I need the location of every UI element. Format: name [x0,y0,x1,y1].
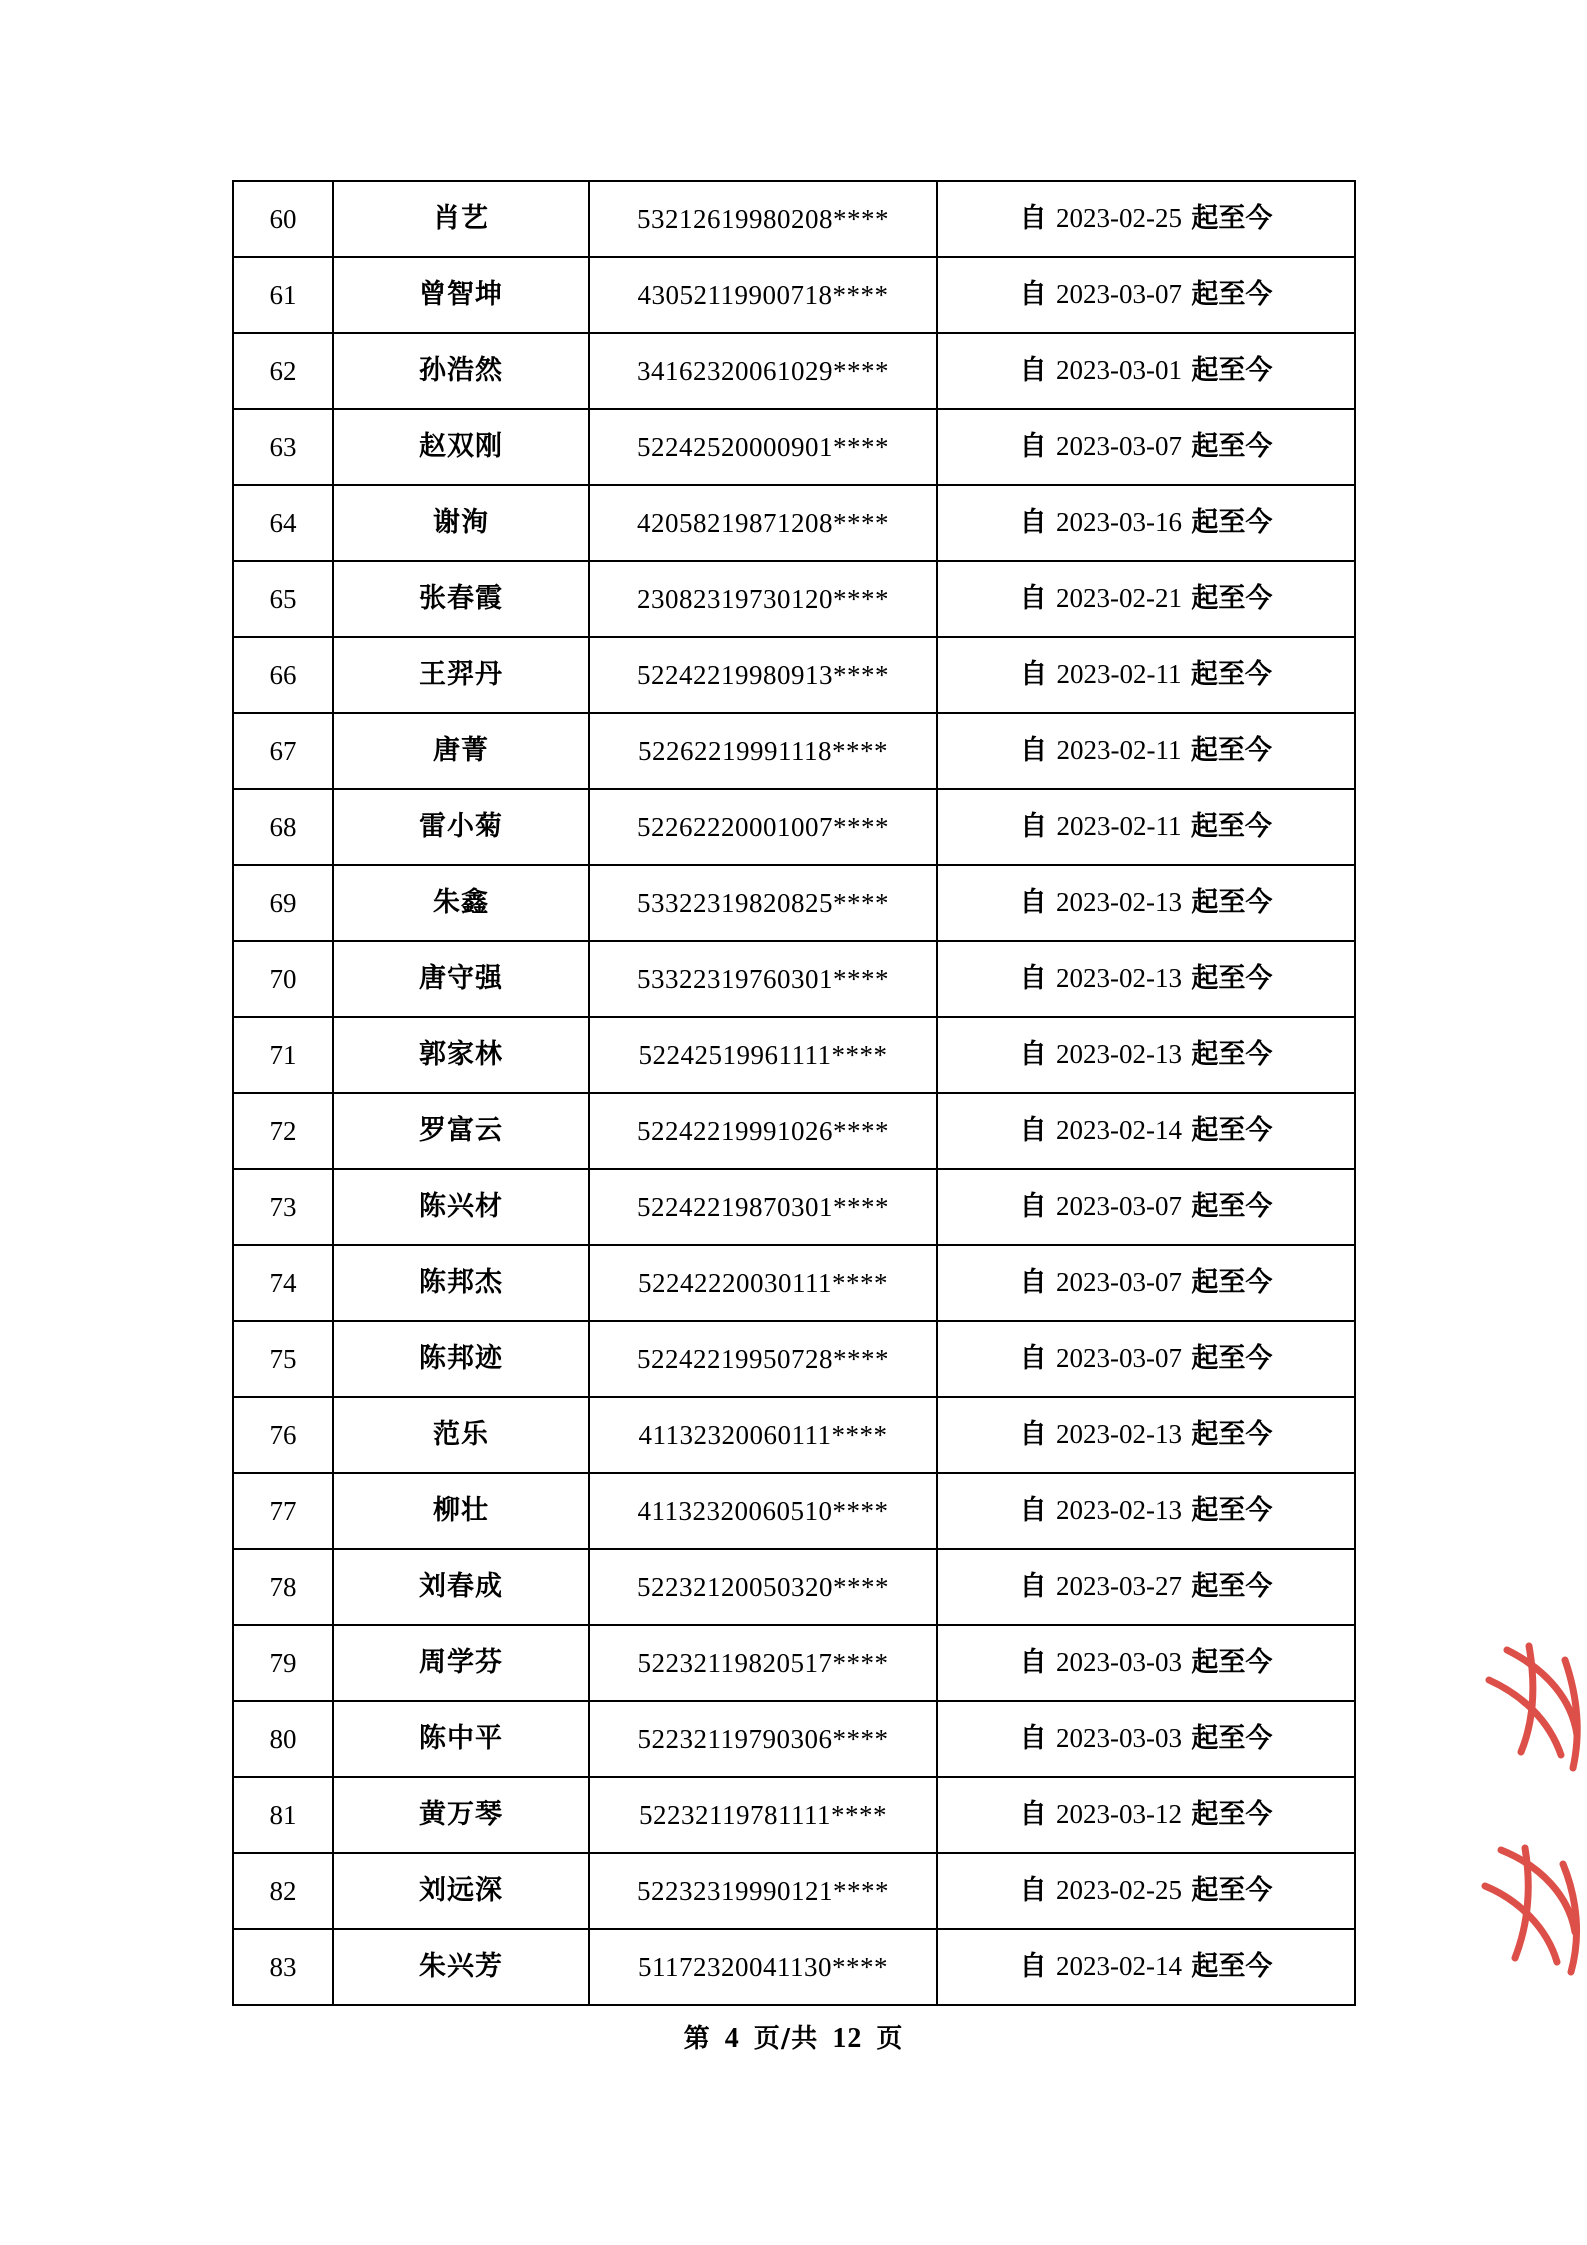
date-prefix: 自 [1019,355,1047,387]
cell-index: 83 [233,1929,333,2005]
table-row [233,257,1355,333]
table-row [233,789,1355,865]
date-prefix: 自 [1019,1419,1047,1451]
cell-id-number: 52242219870301**** [589,1169,937,1245]
cell-id-number: 52232119820517**** [589,1625,937,1701]
table-row [233,409,1355,485]
footer-current-page: 4 [724,2023,740,2054]
cell-id-number: 52232119781111**** [589,1777,937,1853]
cell-name: 陈邦杰 [333,1245,589,1321]
date-value: 2023-02-13 [1056,1495,1182,1526]
date-prefix: 自 [1019,887,1047,919]
date-prefix: 自 [1019,279,1047,311]
date-value: 2023-02-13 [1056,963,1182,994]
cell-date-range [937,1093,1355,1169]
cell-name: 朱鑫 [333,865,589,941]
cell-date-range [937,181,1355,257]
page-footer [0,2018,1587,2055]
cell-name: 张春霞 [333,561,589,637]
cell-name: 范乐 [333,1397,589,1473]
cell-date-range [937,1321,1355,1397]
table-row [233,1321,1355,1397]
date-suffix: 起至今 [1191,1267,1273,1299]
date-suffix: 起至今 [1191,1647,1273,1679]
cell-date-range [937,1549,1355,1625]
records-table-body [233,181,1355,2005]
date-suffix: 起至今 [1191,1495,1273,1527]
cell-date-range [937,1929,1355,2005]
cell-name: 孙浩然 [333,333,589,409]
cell-name: 王羿丹 [333,637,589,713]
cell-name: 郭家林 [333,1017,589,1093]
cell-name: 赵双刚 [333,409,589,485]
cell-index: 61 [233,257,333,333]
table-row [233,1397,1355,1473]
cell-name: 曾智坤 [333,257,589,333]
date-prefix: 自 [1019,1875,1047,1907]
cell-id-number: 41132320060510**** [589,1473,937,1549]
cell-name: 唐守强 [333,941,589,1017]
cell-date-range [937,1245,1355,1321]
cell-index: 65 [233,561,333,637]
footer-label-page: 第 [683,2024,711,2054]
cell-date-range [937,713,1355,789]
table-row [233,1473,1355,1549]
cell-date-range [937,865,1355,941]
cell-id-number: 52262219991118**** [589,713,937,789]
date-value: 2023-03-07 [1056,1267,1182,1298]
cell-name: 周学芬 [333,1625,589,1701]
date-value: 2023-03-03 [1056,1647,1182,1678]
cell-name: 朱兴芳 [333,1929,589,2005]
cell-id-number: 52242519961111**** [589,1017,937,1093]
date-prefix: 自 [1019,1267,1047,1299]
cell-date-range [937,333,1355,409]
cell-date-range [937,1397,1355,1473]
date-suffix: 起至今 [1191,507,1273,539]
date-value: 2023-03-07 [1056,1343,1182,1374]
cell-index: 66 [233,637,333,713]
cell-date-range [937,789,1355,865]
date-prefix: 自 [1019,583,1047,615]
cell-index: 80 [233,1701,333,1777]
cell-name: 刘春成 [333,1549,589,1625]
date-suffix: 起至今 [1191,963,1273,995]
date-value: 2023-03-16 [1056,507,1182,538]
table-row [233,1017,1355,1093]
date-suffix: 起至今 [1191,1799,1273,1831]
cell-id-number: 43052119900718**** [589,257,937,333]
cell-date-range [937,1625,1355,1701]
date-suffix: 起至今 [1191,1723,1273,1755]
cell-index: 64 [233,485,333,561]
cell-date-range [937,1017,1355,1093]
date-suffix: 起至今 [1191,1115,1273,1147]
date-value: 2023-02-13 [1056,887,1182,918]
cell-index: 78 [233,1549,333,1625]
cell-name: 陈兴材 [333,1169,589,1245]
cell-name: 罗富云 [333,1093,589,1169]
footer-label-unit: 页 [876,2024,904,2054]
cell-name: 雷小菊 [333,789,589,865]
cell-name: 陈邦迹 [333,1321,589,1397]
table-row [233,181,1355,257]
date-prefix: 自 [1020,811,1048,843]
table-row [233,713,1355,789]
date-prefix: 自 [1019,1343,1047,1375]
date-value: 2023-02-11 [1056,735,1182,766]
cell-index: 68 [233,789,333,865]
cell-date-range [937,1777,1355,1853]
cell-index: 77 [233,1473,333,1549]
date-prefix: 自 [1019,1191,1047,1223]
date-prefix: 自 [1019,1799,1047,1831]
cell-index: 62 [233,333,333,409]
date-suffix: 起至今 [1191,887,1273,919]
date-suffix: 起至今 [1191,1875,1273,1907]
cell-date-range [937,1701,1355,1777]
cell-name: 柳壮 [333,1473,589,1549]
cell-id-number: 52242219950728**** [589,1321,937,1397]
date-suffix: 起至今 [1191,1571,1273,1603]
date-suffix: 起至今 [1191,1951,1273,1983]
footer-total-pages: 12 [832,2023,863,2054]
cell-index: 67 [233,713,333,789]
date-value: 2023-03-07 [1056,279,1182,310]
cell-index: 73 [233,1169,333,1245]
date-suffix: 起至今 [1191,1343,1273,1375]
date-value: 2023-02-11 [1056,659,1182,690]
cell-name: 唐菁 [333,713,589,789]
table-row [233,1245,1355,1321]
date-value: 2023-03-01 [1056,355,1182,386]
cell-date-range [937,257,1355,333]
cell-name: 谢洵 [333,485,589,561]
cell-date-range [937,485,1355,561]
cell-id-number: 52242220030111**** [589,1245,937,1321]
table-row [233,1169,1355,1245]
date-value: 2023-02-13 [1056,1419,1182,1450]
cell-id-number: 52262220001007**** [589,789,937,865]
cell-id-number: 53322319760301**** [589,941,937,1017]
date-value: 2023-03-03 [1056,1723,1182,1754]
date-value: 2023-02-11 [1056,811,1182,842]
date-prefix: 自 [1020,659,1048,691]
cell-name: 陈中平 [333,1701,589,1777]
date-prefix: 自 [1019,1039,1047,1071]
date-value: 2023-03-27 [1056,1571,1182,1602]
cell-index: 75 [233,1321,333,1397]
cell-id-number: 52232119790306**** [589,1701,937,1777]
cell-name: 肖艺 [333,181,589,257]
cell-date-range [937,409,1355,485]
cell-name: 刘远深 [333,1853,589,1929]
date-value: 2023-03-07 [1056,1191,1182,1222]
cell-index: 71 [233,1017,333,1093]
date-prefix: 自 [1019,431,1047,463]
cell-id-number: 53322319820825**** [589,865,937,941]
cell-index: 72 [233,1093,333,1169]
cell-id-number: 51172320041130**** [589,1929,937,2005]
cell-id-number: 23082319730120**** [589,561,937,637]
date-value: 2023-02-14 [1056,1115,1182,1146]
cell-id-number: 42058219871208**** [589,485,937,561]
date-suffix: 起至今 [1191,583,1273,615]
table-row [233,941,1355,1017]
cell-index: 63 [233,409,333,485]
date-prefix: 自 [1019,507,1047,539]
date-suffix: 起至今 [1190,811,1272,843]
cell-id-number: 52242520000901**** [589,409,937,485]
cell-id-number: 53212619980208**** [589,181,937,257]
cell-index: 82 [233,1853,333,1929]
table-row [233,637,1355,713]
cell-index: 69 [233,865,333,941]
date-suffix: 起至今 [1190,735,1272,767]
cell-index: 70 [233,941,333,1017]
date-prefix: 自 [1019,1647,1047,1679]
date-suffix: 起至今 [1191,279,1273,311]
cell-date-range [937,1169,1355,1245]
table-row [233,1853,1355,1929]
date-prefix: 自 [1019,1495,1047,1527]
date-suffix: 起至今 [1191,431,1273,463]
table-row [233,1929,1355,2005]
cell-index: 81 [233,1777,333,1853]
cell-index: 76 [233,1397,333,1473]
date-prefix: 自 [1019,1951,1047,1983]
official-seal-icon [1477,1640,1587,2060]
date-prefix: 自 [1020,735,1048,767]
date-prefix: 自 [1019,203,1047,235]
date-prefix: 自 [1019,1723,1047,1755]
table-row [233,1549,1355,1625]
cell-date-range [937,561,1355,637]
date-suffix: 起至今 [1191,1191,1273,1223]
cell-name: 黄万琴 [333,1777,589,1853]
cell-index: 60 [233,181,333,257]
date-value: 2023-02-13 [1056,1039,1182,1070]
cell-id-number: 34162320061029**** [589,333,937,409]
cell-id-number: 52232319990121**** [589,1853,937,1929]
cell-index: 79 [233,1625,333,1701]
table-row [233,1701,1355,1777]
table-row [233,1093,1355,1169]
cell-date-range [937,637,1355,713]
date-suffix: 起至今 [1190,659,1272,691]
date-suffix: 起至今 [1191,1419,1273,1451]
cell-id-number: 52242219980913**** [589,637,937,713]
cell-date-range [937,941,1355,1017]
table-row [233,485,1355,561]
cell-id-number: 52232120050320**** [589,1549,937,1625]
cell-date-range [937,1853,1355,1929]
date-suffix: 起至今 [1191,203,1273,235]
date-suffix: 起至今 [1191,1039,1273,1071]
date-suffix: 起至今 [1191,355,1273,387]
date-prefix: 自 [1019,1115,1047,1147]
table-row [233,1777,1355,1853]
date-value: 2023-02-21 [1056,583,1182,614]
date-value: 2023-02-25 [1056,1875,1182,1906]
table-row [233,865,1355,941]
date-value: 2023-02-25 [1056,203,1182,234]
table-row [233,333,1355,409]
table-row [233,1625,1355,1701]
cell-index: 74 [233,1245,333,1321]
date-prefix: 自 [1019,1571,1047,1603]
date-value: 2023-03-12 [1056,1799,1182,1830]
table-row [233,561,1355,637]
cell-date-range [937,1473,1355,1549]
footer-label-of: 页/共 [753,2024,819,2054]
date-value: 2023-03-07 [1056,431,1182,462]
cell-id-number: 41132320060111**** [589,1397,937,1473]
date-prefix: 自 [1019,963,1047,995]
date-value: 2023-02-14 [1056,1951,1182,1982]
cell-id-number: 52242219991026**** [589,1093,937,1169]
records-table [232,180,1356,2006]
